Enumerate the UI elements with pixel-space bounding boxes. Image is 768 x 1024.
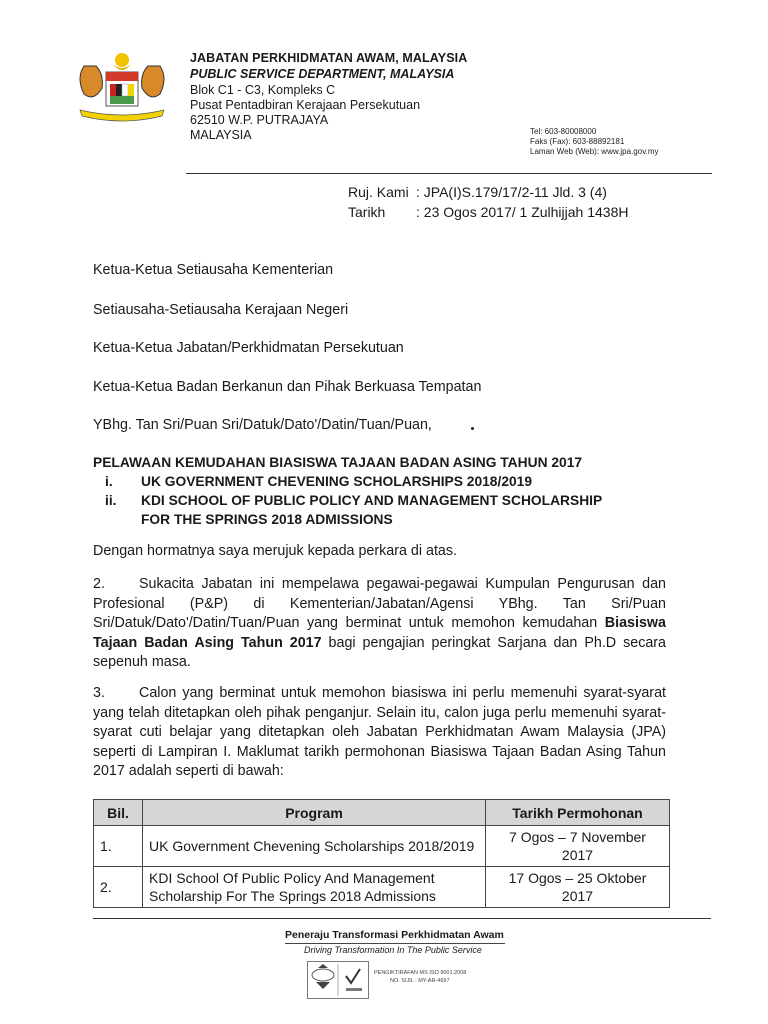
paragraph-number: 2. (93, 576, 105, 592)
date-value: : 23 Ogos 2017/ 1 Zulhijjah 1438H (416, 204, 629, 220)
address-line: Pusat Pentadbiran Kerajaan Persekutuan (190, 98, 421, 112)
subject-item: UK GOVERNMENT CHEVENING SCHOLARSHIPS 2018/2019 (141, 474, 533, 489)
subject-item: KDI SCHOOL OF PUBLIC POLICY AND MANAGEMENT SCHOLARSHIP (141, 493, 603, 508)
header-divider (186, 173, 712, 174)
paragraph-2 (93, 575, 666, 673)
motto-underline (285, 943, 505, 944)
cell-bil: 2. (94, 867, 143, 908)
header-program: Program (143, 800, 486, 826)
ukas-logo-icon (346, 969, 362, 991)
reference-number (348, 184, 607, 200)
contact-tel: Tel: 603-80008000 (530, 127, 597, 136)
certification-logos (307, 961, 369, 999)
cell-bil: 1. (94, 826, 143, 867)
header-application-date: Tarikh Permohonan (486, 800, 670, 826)
cell-program: UK Government Chevening Scholarships 2018/2019 (143, 826, 486, 867)
recipient-line: Setiausaha-Setiausaha Kerajaan Negeri (93, 302, 349, 318)
motto-ms: Peneraju Transformasi Perkhidmatan Awam (285, 929, 504, 941)
date-label: Tarikh (348, 204, 386, 220)
address-line: 62510 W.P. PUTRAJAYA (190, 113, 329, 127)
contact-fax: Faks (Fax): 603-88892181 (530, 137, 625, 146)
header-bil: Bil. (94, 800, 143, 826)
table-row (94, 826, 670, 867)
paragraph-text: bagi pengajian peringkat Sarjana dan Ph.D secara sepenuh masa. (93, 634, 667, 670)
paragraph-text: Sukacita Jabatan ini mempelawa pegawai-pegawai Kumpulan Pengurusan dan Profesional (P&P) di Kementerian/Jabatan/Agensi YBhg. Tan Sri/Puan Sri/Datuk/Dato'/Datin/Tuan/Puan yang berminat untuk memohon kemudahan (93, 576, 666, 631)
cell-program: KDI School Of Public Policy And Management Scholarship For The Springs 2018 Admissions (143, 867, 486, 908)
subject-item-number: ii. (105, 493, 117, 508)
subject-item-number: i. (105, 474, 113, 489)
org-name-ms: JABATAN PERKHIDMATAN AWAM, MALAYSIA (190, 51, 468, 65)
recipient-line: Ketua-Ketua Badan Berkanun dan Pihak Berkuasa Tempatan (93, 379, 482, 395)
sirim-logo-icon (312, 964, 334, 989)
cert-line-1: PENGIKTIRAFAN MS ISO 9001:2008 (374, 970, 467, 976)
cell-date: 17 Ogos – 25 Oktober 2017 (486, 867, 670, 908)
table-header-row (94, 800, 670, 826)
coat-of-arms-icon (66, 48, 178, 128)
org-name-en: PUBLIC SERVICE DEPARTMENT, MALAYSIA (190, 67, 455, 81)
scholarship-name-bold: Biasiswa Tajaan Badan Asing Tahun 2017 (93, 615, 666, 651)
salutation: YBhg. Tan Sri/Puan Sri/Datuk/Dato'/Datin/Tuan/Puan, (93, 417, 432, 433)
recipient-line: Ketua-Ketua Setiausaha Kementerian (93, 262, 334, 278)
address-line: MALAYSIA (190, 128, 252, 142)
address-line: Blok C1 - C3, Kompleks C (190, 83, 336, 97)
contact-web: Laman Web (Web): www.jpa.gov.my (530, 147, 659, 156)
footer-divider (93, 918, 711, 919)
cell-date: 7 Ogos – 7 November 2017 (486, 826, 670, 867)
motto-en: Driving Transformation In The Public Service (304, 945, 482, 955)
stray-mark (471, 427, 474, 430)
reference-date (348, 204, 628, 220)
paragraph-number: 3. (93, 685, 105, 701)
subject-item-continued: FOR THE SPRINGS 2018 ADMISSIONS (141, 512, 393, 527)
program-dates-table (93, 799, 670, 908)
recipient-line: Ketua-Ketua Jabatan/Perkhidmatan Persekutuan (93, 340, 404, 356)
opening-sentence: Dengan hormatnya saya merujuk kepada perkara di atas. (93, 543, 457, 559)
ref-label: Ruj. Kami (348, 184, 409, 200)
paragraph-3 (93, 684, 666, 782)
paragraph-text: Calon yang berminat untuk memohon biasiswa ini perlu memenuhi syarat-syarat yang telah ditetapkan oleh pihak penganjur. Selain itu, calon juga perlu memenuhi syarat-syarat cuti belajar yang ditetapkan oleh Jabatan Perkhidmatan Awam Malaysia (JPA) seperti di Lampiran I. Maklumat tarikh permohonan Biasiswa Tajaan Badan Asing Tahun 2017 adalah seperti di bawah: (93, 685, 666, 779)
table-row (94, 867, 670, 908)
ref-value: : JPA(I)S.179/17/2-11 Jld. 3 (4) (416, 184, 607, 200)
cert-line-2: NO. SIJIL : MY-AR-4697 (390, 978, 450, 984)
subject-title: PELAWAAN KEMUDAHAN BIASISWA TAJAAN BADAN ASING TAHUN 2017 (93, 455, 583, 470)
